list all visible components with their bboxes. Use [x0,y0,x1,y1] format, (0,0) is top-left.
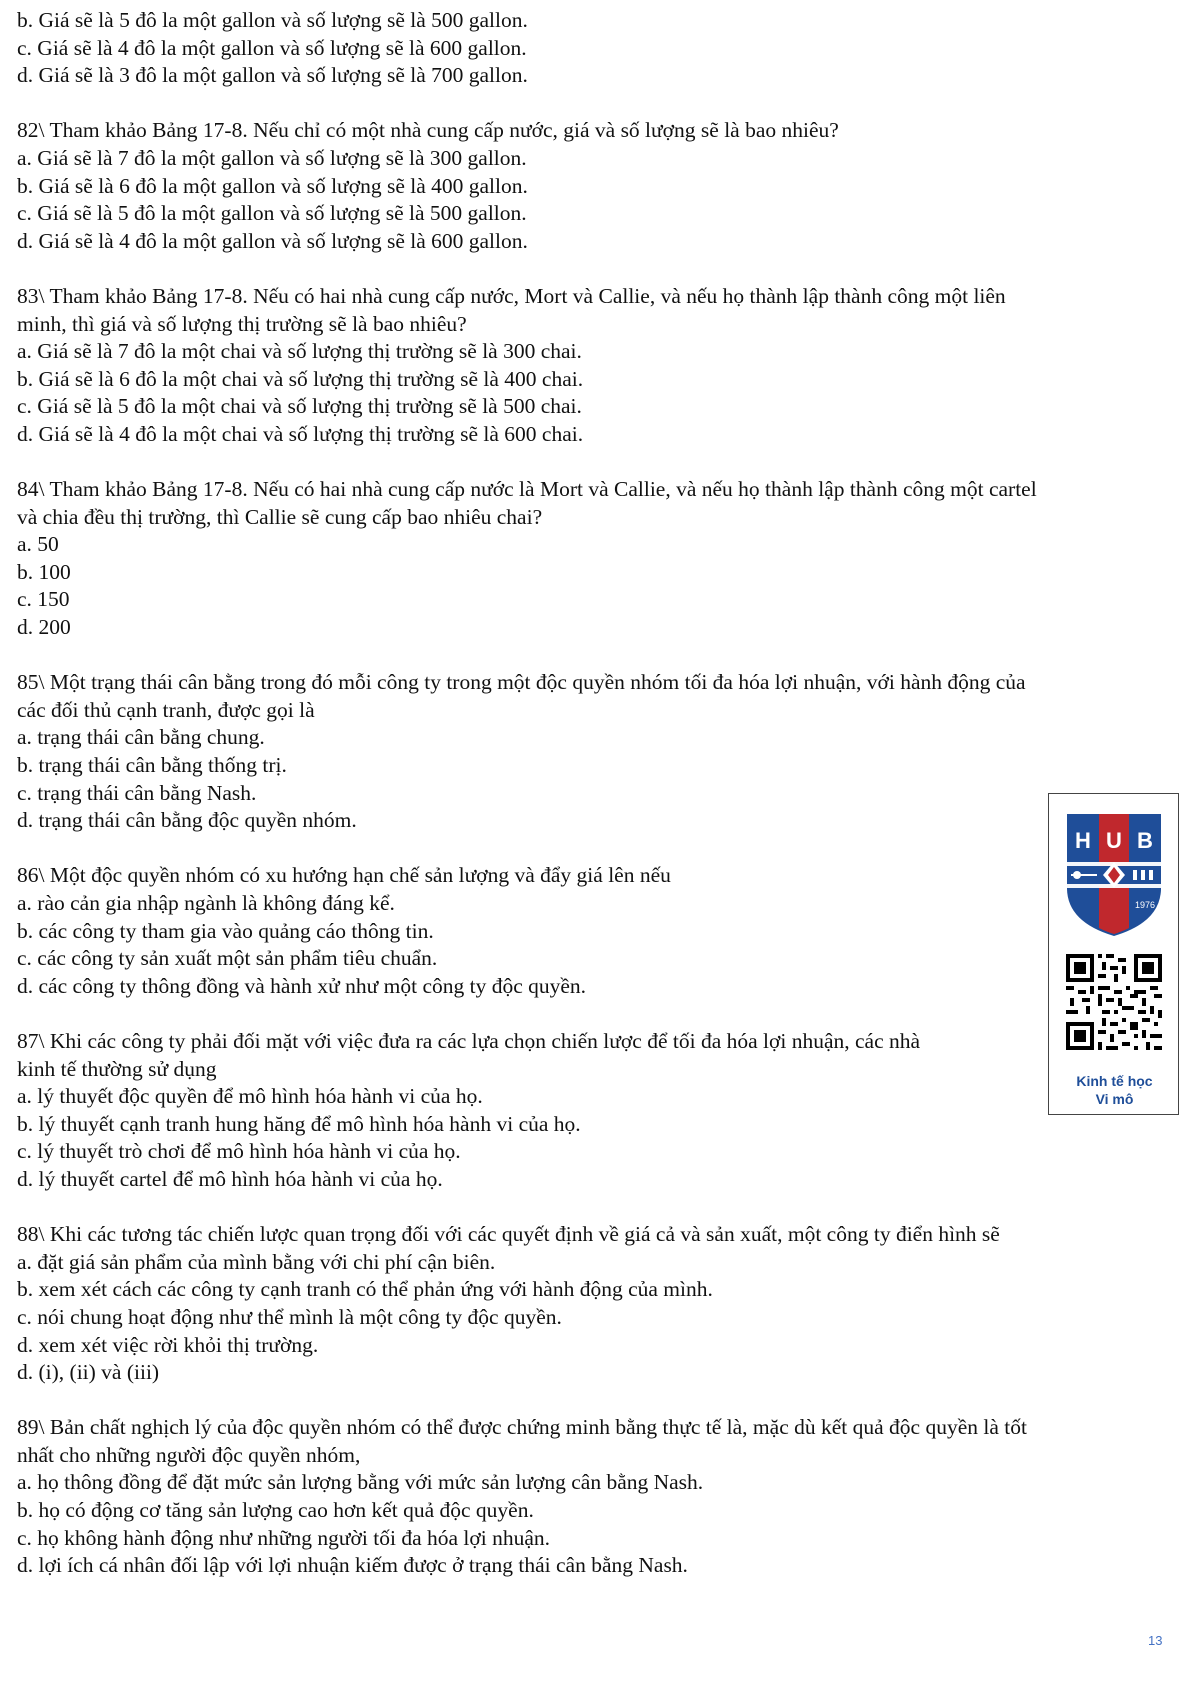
option-88c: c. nói chung hoạt động như thể mình là một công ty độc quyền. [17,1304,562,1329]
option-84b: b. 100 [17,559,71,584]
option-83b: b. Giá sẽ là 6 đô la một chai và số lượng thị trường sẽ là 400 chai. [17,366,584,391]
option-line: b. Giá sẽ là 5 đô la một gallon và số lượng sẽ là 500 gallon. [17,8,528,32]
option-89c: c. họ không hành động như những người tối đa hóa lợi nhuận. [17,1525,551,1550]
option-84c: c. 150 [17,587,70,612]
hub-logo-badge [1048,793,1179,1115]
question-89: 89\ Bản chất nghịch lý của độc quyền nhóm có thể được chứng minh bằng thực tế là, mặc dù kết quả độc quyền là tốt [17,1415,1027,1440]
option-88a: a. đặt giá sản phẩm của mình bằng với chi phí cận biên. [17,1249,496,1274]
question-82: 82\ Tham khảo Bảng 17-8. Nếu chỉ có một nhà cung cấp nước, giá và số lượng sẽ là bao nhiêu? [17,118,839,143]
page-number: 13 [1148,1633,1163,1648]
option-86a: a. rào cản gia nhập ngành là không đáng kể. [17,891,395,915]
question-85-cont: các đối thủ cạnh tranh, được gọi là [17,697,315,722]
option-86c: c. các công ty sản xuất một sản phẩm tiêu chuẩn. [17,946,438,971]
logo-year: 1976 [1134,900,1156,910]
logo-letter-b: B [1137,828,1153,853]
badge-caption-subtitle: Vi mô [1095,1091,1134,1107]
option-85d: d. trạng thái cân bằng độc quyền nhóm. [17,808,357,833]
question-83-cont: minh, thì giá và số lượng thị trường sẽ là bao nhiêu? [17,311,467,336]
option-82a: a. Giá sẽ là 7 đô la một gallon và số lượng sẽ là 300 gallon. [17,145,527,170]
option-86b: b. các công ty tham gia vào quảng cáo thông tin. [17,918,434,943]
option-89a: a. họ thông đồng để đặt mức sản lượng bằng với mức sản lượng cân bằng Nash. [17,1470,704,1495]
option-85c: c. trạng thái cân bằng Nash. [17,780,257,805]
logo-letter-u: U [1106,828,1122,853]
option-83d: d. Giá sẽ là 4 đô la một chai và số lượng thị trường sẽ là 600 chai. [17,421,584,446]
question-85: 85\ Một trạng thái cân bằng trong đó mỗi công ty trong một độc quyền nhóm tối đa hóa lợi nhuận, với hành động của [17,670,1026,695]
question-87-cont: kinh tế thường sử dụng [17,1056,217,1081]
option-87a: a. lý thuyết độc quyền để mô hình hóa hành vi của họ. [17,1084,483,1109]
option-84d: d. 200 [17,615,71,640]
option-83a: a. Giá sẽ là 7 đô la một chai và số lượng thị trường sẽ là 300 chai. [17,339,582,364]
option-82d: d. Giá sẽ là 4 đô la một gallon và số lượng sẽ là 600 gallon. [17,228,528,253]
option-89b: b. họ có động cơ tăng sản lượng cao hơn kết quả độc quyền. [17,1498,534,1523]
option-88d: d. xem xét việc rời khỏi thị trường. [17,1332,319,1357]
question-84: 84\ Tham khảo Bảng 17-8. Nếu có hai nhà cung cấp nước là Mort và Callie, và nếu họ thành lập thành công một cartel [17,477,1037,502]
document-page [17,7,1167,1580]
option-87d: d. lý thuyết cartel để mô hình hóa hành vi của họ. [17,1166,443,1191]
option-86d: d. các công ty thông đồng và hành xử như một công ty độc quyền. [17,973,587,998]
logo-letter-h: H [1075,828,1091,853]
qr-code-icon [1066,954,1162,1050]
option-82b: b. Giá sẽ là 6 đô la một gallon và số lượng sẽ là 400 gallon. [17,173,528,198]
option-88b: b. xem xét cách các công ty cạnh tranh có thể phản ứng với hành động của mình. [17,1277,713,1302]
option-83c: c. Giá sẽ là 5 đô la một chai và số lượng thị trường sẽ là 500 chai. [17,394,582,419]
option-87b: b. lý thuyết cạnh tranh hung hăng để mô hình hóa hành vi của họ. [17,1111,581,1136]
option-85a: a. trạng thái cân bằng chung. [17,725,265,750]
question-86: 86\ Một độc quyền nhóm có xu hướng hạn chế sản lượng và đẩy giá lên nếu [17,863,671,888]
option-85b: b. trạng thái cân bằng thống trị. [17,753,287,778]
option-line: d. Giá sẽ là 3 đô la một gallon và số lượng sẽ là 700 gallon. [17,63,528,88]
question-89-cont: nhất cho những người độc quyền nhóm, [17,1442,361,1467]
option-88e: d. (i), (ii) và (iii) [17,1360,160,1385]
question-87: 87\ Khi các công ty phải đối mặt với việc đưa ra các lựa chọn chiến lược để tối đa hóa lợi nhuận, các nhà [17,1028,921,1053]
question-84-cont: và chia đều thị trường, thì Callie sẽ cung cấp bao nhiêu chai? [17,504,543,529]
option-89d: d. lợi ích cá nhân đối lập với lợi nhuận kiếm được ở trạng thái cân bằng Nash. [17,1553,688,1578]
hub-shield-logo [1063,810,1165,938]
option-84a: a. 50 [17,532,59,557]
question-88: 88\ Khi các tương tác chiến lược quan trọng đối với các quyết định về giá cả và sản xuất, một công ty điển hình sẽ [17,1222,1000,1247]
option-87c: c. lý thuyết trò chơi để mô hình hóa hành vi của họ. [17,1139,461,1164]
question-83: 83\ Tham khảo Bảng 17-8. Nếu có hai nhà cung cấp nước, Mort và Callie, và nếu họ thành lập thành công một liên [17,283,1006,308]
option-line: c. Giá sẽ là 4 đô la một gallon và số lượng sẽ là 600 gallon. [17,35,527,60]
badge-caption-subject: Kinh tế học [1076,1073,1153,1089]
option-82c: c. Giá sẽ là 5 đô la một gallon và số lượng sẽ là 500 gallon. [17,201,527,226]
